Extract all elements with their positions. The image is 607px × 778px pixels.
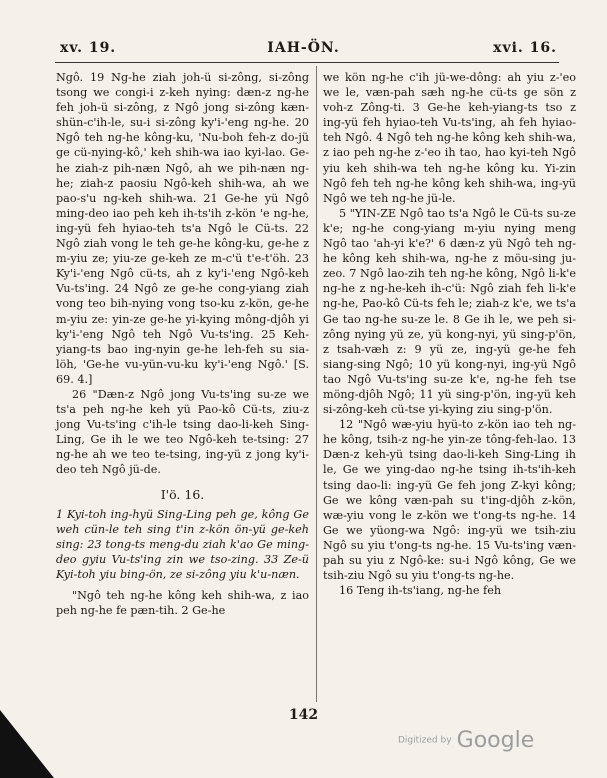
chapter-summary: 1 Kyi-toh ing-hyü Sing-Ling peh ge, kông Ge weh cün-le teh sing t'in z-kön ön-yü ge-keh sing: 23 tong-ts meng-du ziah k'ao Ge ming-deo gyiu Vu-ts'ing zin we tso-zing. 33 Ze-ü Kyi-toh yiu bing-ön, ze si-zông yiu k'u-næn. bbox=[56, 507, 309, 581]
text-paragraph: "Ngô teh ng-he kông keh shih-wa, z iao peh ng-he fe pæn-tih. 2 Ge-he bbox=[56, 589, 309, 618]
text-paragraph: 16 Teng ih-ts'iang, ng-he feh bbox=[339, 584, 502, 598]
chapter-heading: I'ö. 16. bbox=[160, 486, 205, 502]
text-paragraph: 12 "Ngô wæ-yiu hyü-to z-kön iao teh ng-he kông, tsih-z ng-he yin-ze tông-feh-lao. 13 Dæn-z keh-yü tsing dao-li-keh Sing-Ling ih le, Ge we ying-dao ng-he tsing ih-ts'ih-keh tsing dao-li: ing-yü Ge feh jong Z-kyi kông; Ge we kông væn-pah su t'ing-djôh z-kön, wæ-yiu vong le z-kön we t'ong-ts ng-he. 14 Ge we yüong-wa Ngô: ing-yü we tsih-ziu Ngô su yiu t'ong-ts ng-he. 15 Vu-ts'ing væn-pah su yiu z Ngô-ke: su-i Ngô kông, Ge we tsih-ziu Ngô su yiu t'ong-ts ng-he. bbox=[323, 418, 576, 583]
digitized-watermark bbox=[398, 728, 534, 753]
text-paragraph: 26 "Dæn-z Ngô jong Vu-ts'ing su-ze we ts'a peh ng-he keh yü Pao-kô Cü-ts, ziu-z jong Vu-ts'ing c'ih-le tsing dao-li-keh Sing-Ling, Ge ih le we teo Ngô-keh te-tsing: 27 ng-he ah we teo te-tsing, ing-yü z jong ky'i-deo teh Ngô jü-de. bbox=[56, 387, 309, 477]
right-column bbox=[323, 70, 576, 598]
header-rule bbox=[55, 62, 559, 63]
text-paragraph: 5 "YIN-ZE Ngô tao ts'a Ngô le Cü-ts su-ze k'e; ng-he cong-yiang m-yiu nying meng Ngô tao 'ah-yi k'e?' 6 dæn-z yü Ngô teh ng-he kông keh shih-wa, ng-he z möu-sing ju-zeo. 7 Ngô lao-zih teh ng-he kông, Ngô li-k'e ng-he z ng-he-keh ih-c'ü: Ngô ziah feh li-k'e ng-he, Pao-kô Cü-ts feh le; ziah-z k'e, we ts'a Ge tao ng-he su-ze le. 8 Ge ih le, we peh si-zông nying yü ze, yü kong-nyi, yü sing-p'ön, z tsah-væh z: 9 yü ze, ing-yü ge-he feh siang-sing Ngô; 10 yü kong-nyi, ing-yü Ngô tao Ngô Vu-ts'ing su-ze k'e, ng-he feh tse möng-djôh Ngô; 11 yü sing-p'ön, ing-yü keh si-zông-keh cü-tse yi-kying ziu sing-p'ön. bbox=[323, 206, 576, 417]
page-number: 142 bbox=[288, 707, 319, 723]
page-corner-shadow bbox=[0, 710, 54, 778]
left-column bbox=[56, 70, 309, 618]
column-divider bbox=[316, 66, 317, 702]
google-logo-text: Google bbox=[456, 728, 535, 753]
text-paragraph: we kön ng-he c'ih jü-we-dông: ah yiu z-'eo we le, væn-pah sæh ng-he cü-ts ge sön z voh-z Zông-ti. 3 Ge-he keh-yiang-ts tso z ing-yü feh hyiao-teh Vu-ts'ing, ah feh hyiao-teh Ngô. 4 Ngô teh ng-he kông keh shih-wa, z iao peh ng-he z-'eo ih tao, hao kyi-teh Ngô yiu keh shih-wa teh ng-he kông ku. Yi-zin Ngô feh teh ng-he kông keh shih-wa, ing-yü Ngô we teh ng-he jü-le. bbox=[323, 71, 576, 205]
watermark-prefix: Digitized by bbox=[398, 735, 452, 746]
text-paragraph: Ngô. 19 Ng-he ziah joh-ü si-zông, si-zông tsong we congi-i z-keh nying: dæn-z ng-he feh joh-ü si-zông, z Ngô jong si-zông kæn-shün-c'ih-le, su-i si-zông ky'i-'eng ng-he. 20 Ngô teh ng-he kông-ku, 'Nu-boh feh-z do-jü ge cü-nying-kô,' keh shih-wa iao kyi-lao. Ge-he ziah-z pih-næn Ngô, ah we pih-næn ng-he; ziah-z paosiu Ngô-keh shih-wa, ah we pao-s'u ng-keh shih-wa. 21 Ge-he yü Ngô ming-deo iao peh keh ih-ts'ih z-kön 'e ng-he, ing-yü feh hyiao-teh ts'a Ngô le Cü-ts. 22 Ngô ziah vong le teh ge-he kông-ku, ge-he z m-yiu ze; yiu-ze ge-keh ze m-c'ü t'e-t'öh. 23 Ky'i-'eng Ngô cü-ts, ah z ky'i-'eng Ngô-keh Vu-ts'ing. 24 Ngô ze ge-he cong-yiang ziah vong teo bih-nying vong tso-ku z-kön, ge-he m-yiu ze: yin-ze ge-he yi-kying mông-djôh yi ky'i-'eng Ngô teh Ngô Vu-ts'ing. 25 Keh-yiang-ts bao ing-nyin ge-he leh-feh su sia-löh, 'Ge-he vu-yün-vu-ku ky'i-'eng Ngô.' [S. 69. 4.] bbox=[56, 71, 309, 386]
running-header-title: IAH-ÖN. bbox=[267, 40, 340, 56]
running-header-right: xvi. 16. bbox=[493, 40, 557, 56]
running-header-left: xv. 19. bbox=[60, 40, 117, 56]
